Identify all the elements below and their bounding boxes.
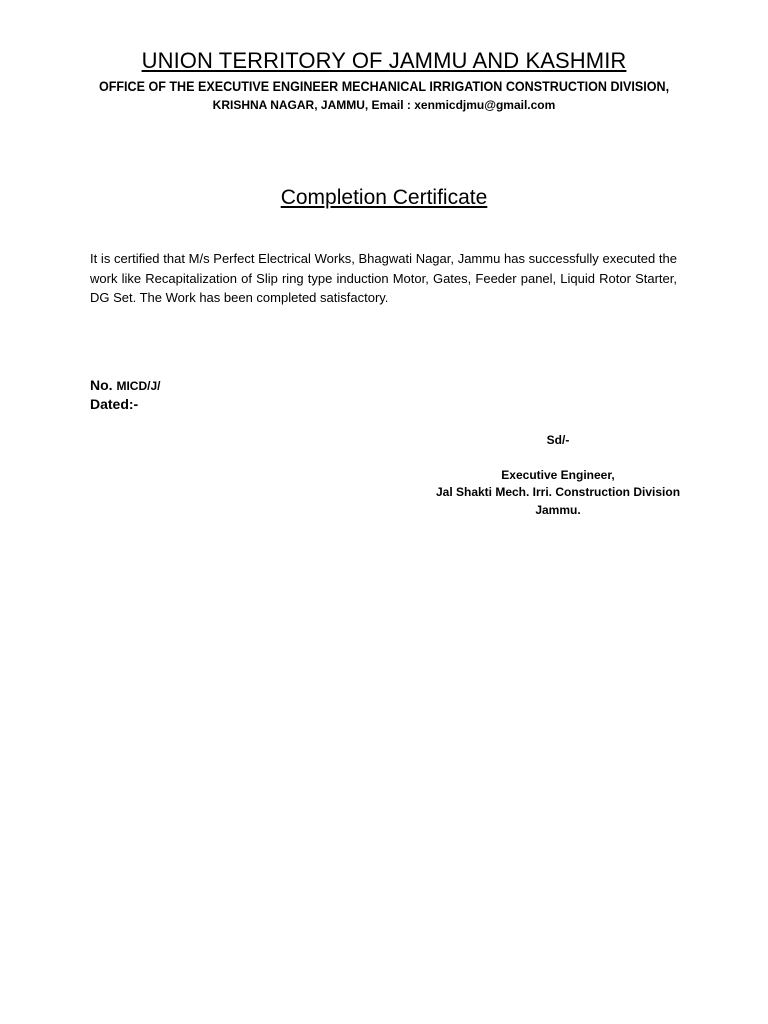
header-office-line: OFFICE OF THE EXECUTIVE ENGINEER MECHANICAL IRRIGATION CONSTRUCTION DIVISION,: [98, 79, 670, 94]
reference-number-value: MICD/J/: [116, 379, 161, 393]
certificate-title: Completion Certificate: [280, 186, 488, 209]
header-address-line: KRISHNA NAGAR, JAMMU, Email : xenmicdjmu@gmail.com: [212, 98, 556, 112]
reference-number-label: No.: [90, 377, 113, 393]
signature-division: Jal Shakti Mech. Irri. Construction Division: [435, 485, 681, 499]
signature-designation: Executive Engineer,: [501, 467, 615, 482]
signature-sd: Sd/-: [546, 433, 570, 447]
signature-place: Jammu.: [535, 502, 581, 517]
signature-block: [418, 432, 698, 519]
reference-number: [90, 377, 160, 393]
header-title: UNION TERRITORY OF JAMMU AND KASHMIR: [141, 48, 627, 73]
certificate-body: It is certified that M/s Perfect Electrical Works, Bhagwati Nagar, Jammu has successfully executed the work like Recapitalization of Slip ring type induction Motor, Gates, Feeder panel, Liquid Rotor Starter, DG Set. The Work has been completed satisfactory.: [90, 251, 677, 305]
dated-label: Dated:-: [90, 396, 139, 412]
